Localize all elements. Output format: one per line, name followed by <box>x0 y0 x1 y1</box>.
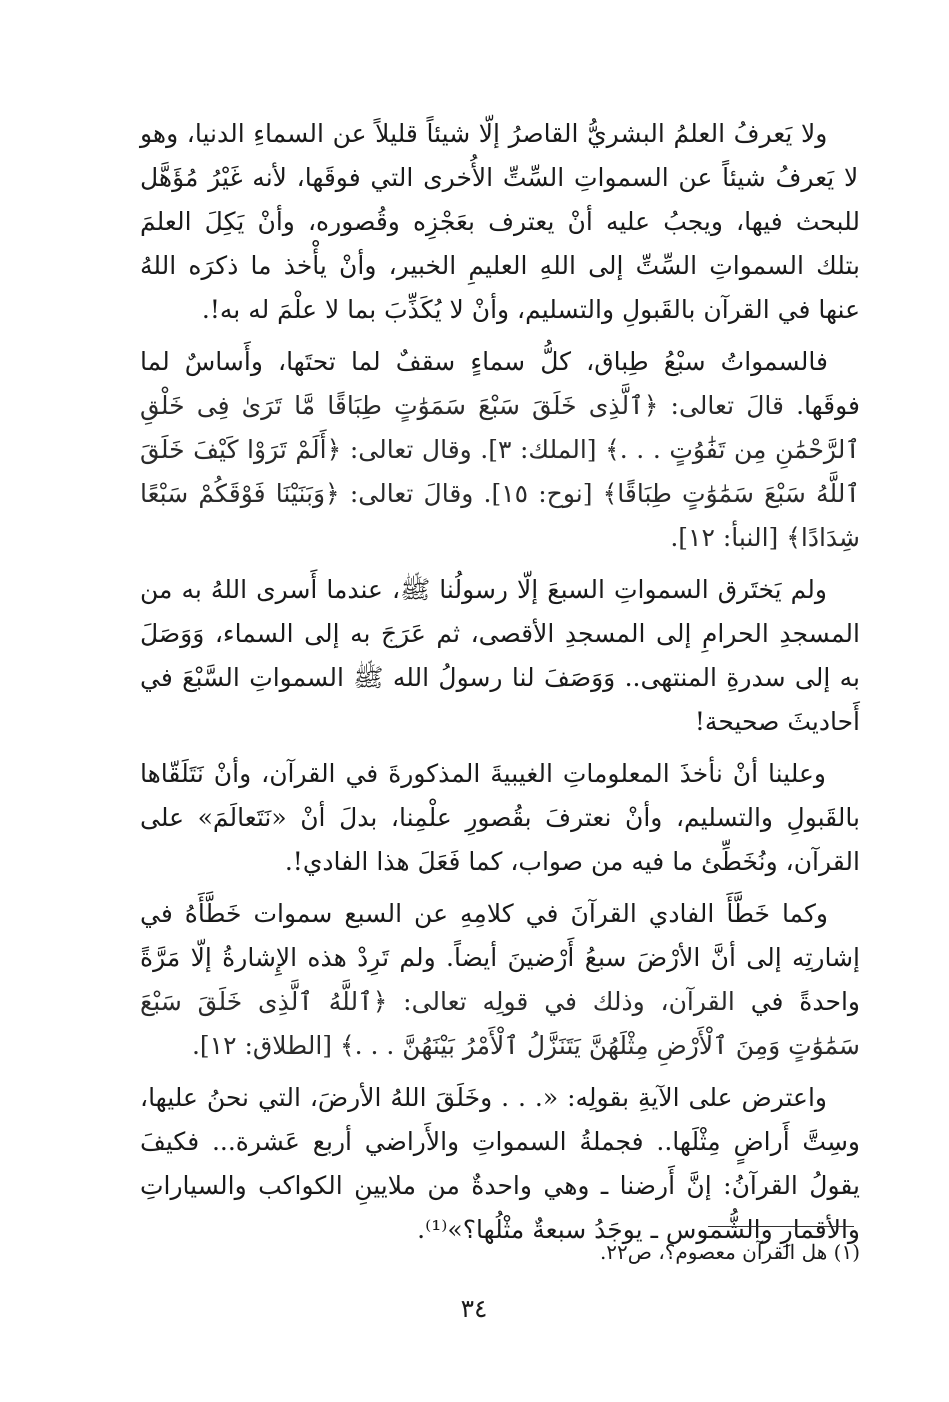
text-line: فالسمواتُ سبْعُ طِباق، كلُّ سماءٍ سقفٌ لما تحتَها، وأَساسٌ لما فوقَها. <box>140 347 860 420</box>
quran-verse-line: [الملك: ٣]. وقال تعالى: ﴿أَلَمْ تَرَوْا كَيْفَ خَلَقَ ٱللَّهُ سَبْعَ سَمَٰوَٰتٍ طِبَاقًا﴾ [نوح: ١٥]. <box>140 435 860 508</box>
paragraph-4 <box>140 752 860 884</box>
text-line: للبحث فيها، ويجبُ عليه أنْ يعترف بعَجْزِه وقُصوره، وأنْ يَكِلَ العلمَ بتلك <box>140 207 860 280</box>
text-line: وعلينا أنْ نأخذَ المعلوماتِ الغيبيةَ المذكورةَ في القرآن، وأنْ نَتَلَقّاها <box>140 759 826 788</box>
quran-verse-line: قالَ تعالى: ﴿ٱلَّذِى خَلَقَ سَبْعَ سَمَوَٰتٍ طِبَاقًا مَّا تَرَىٰ فِى خَلْقِ ٱلرَّحْمَٰنِ مِن تَفَٰوُتٍ . . .﴾ <box>140 391 860 464</box>
quran-verse-line: القرآن، وذلك في قولِه تعالى: ﴿ٱللَّهُ ٱلَّذِى خَلَقَ سَبْعَ سَمَٰوَٰتٍ وَمِنَ ٱلْأَرْضِ مِثْلَهُنَّ يَتَنَزَّلُ <box>140 987 860 1060</box>
quran-verse-line: وقالَ تعالى: ﴿وَبَنَيْنَا فَوْقَكُمْ سَبْعًا شِدَادًا﴾ [النبأ: ١٢]. <box>140 479 860 552</box>
text-line: بالقَبولِ والتسليم، وأنْ نعترفَ بقُصورِ علْمِنا، بدلَ أنْ «نَتَعالَمَ» على القرآن، <box>140 803 860 876</box>
text-line: المسجدِ الحرامِ إلى المسجدِ الأقصى، ثم عَرَجَ به إلى السماء، وَوَصَلَ به إلى <box>140 619 860 692</box>
paragraph-3 <box>140 568 860 744</box>
text-line: القرآنُ: إنَّ أَرضنا ـ وهي واحدةٌ من ملايينِ الكواكب والسياراتِ والأقمارِ <box>140 1171 860 1244</box>
paragraph-1 <box>140 112 860 332</box>
body-text <box>140 112 860 1252</box>
text-line: واعترض على الآيةِ بقولِه: «. . . وخَلَقَ اللهُ الأرضَ، التي نحنُ عليها، <box>140 1083 827 1112</box>
text-line: وكما خَطَّأَ الفادي القرآنَ في كلامِهِ عن السبع سموات خَطَّأَهُ في إشارتِه <box>140 899 860 972</box>
text-line: وسِتَّ أَراضٍ مِثْلَها.. فجملةُ السمواتِ والأَراضي أربع عَشرة... فكيفَ يقولُ <box>140 1127 860 1200</box>
text-line: ولا يَعرفُ العلمُ البشريُّ القاصرُ إلّا شيئاً قليلاً عن السماءِ الدنيا، وهو <box>140 119 828 148</box>
text-line: سدرةِ المنتهى.. وَوَصَفَ لنا رسولُ الله ﷺ السمواتِ السَّبْعَ في أَحاديثَ صحيحة! <box>140 663 860 736</box>
text-line: ونُخَطِّئ ما فيه من صواب، كما فَعَلَ هذا الفادي!. <box>284 847 778 876</box>
paragraph-2 <box>140 340 860 560</box>
quran-verse-line: ٱلْأَمْرُ بَيْنَهُنَّ . . .﴾ [الطلاق: ١٢]. <box>191 1031 519 1060</box>
footnote-divider <box>708 1226 854 1227</box>
text-line: السمواتِ السِّتِّ إلى اللهِ العليمِ الخبير، وأنْ يأْخذ ما ذكرَه اللهُ عنها في القرآن <box>140 251 860 324</box>
footnote: (١) هل القرآن معصوم؟، ص٢٢. <box>599 1240 860 1264</box>
text-line: لا يَعرفُ شيئاً عن السمواتِ السِّتِّ الأُخرى التي فوقَها، لأنه غَيْرُ مُؤَهَّل <box>140 163 859 192</box>
text-line: بالقَبولِ والتسليم، وأنْ لا يُكَذِّبَ بما لا علْمَ له به!. <box>201 295 696 324</box>
text-line: ولم يَختَرق السمواتِ السبعَ إلّا رسولُنا ﷺ، عندما أَسرى اللهُ به من <box>140 575 827 604</box>
text-line: إلى أنَّ الأرْضَ سبعُ أَرْضينَ أيضاً. ولم تَرِدْ هذه الإِشارةُ إلّا مَرَّةً واحدةً في <box>140 943 860 1016</box>
paragraph-5 <box>140 892 860 1068</box>
text-line: والشُّموس ـ يوجَدُ سبعةٌ مثْلُها؟»⁽¹⁾. <box>417 1215 773 1244</box>
page-number: ٣٤ <box>460 1294 488 1323</box>
